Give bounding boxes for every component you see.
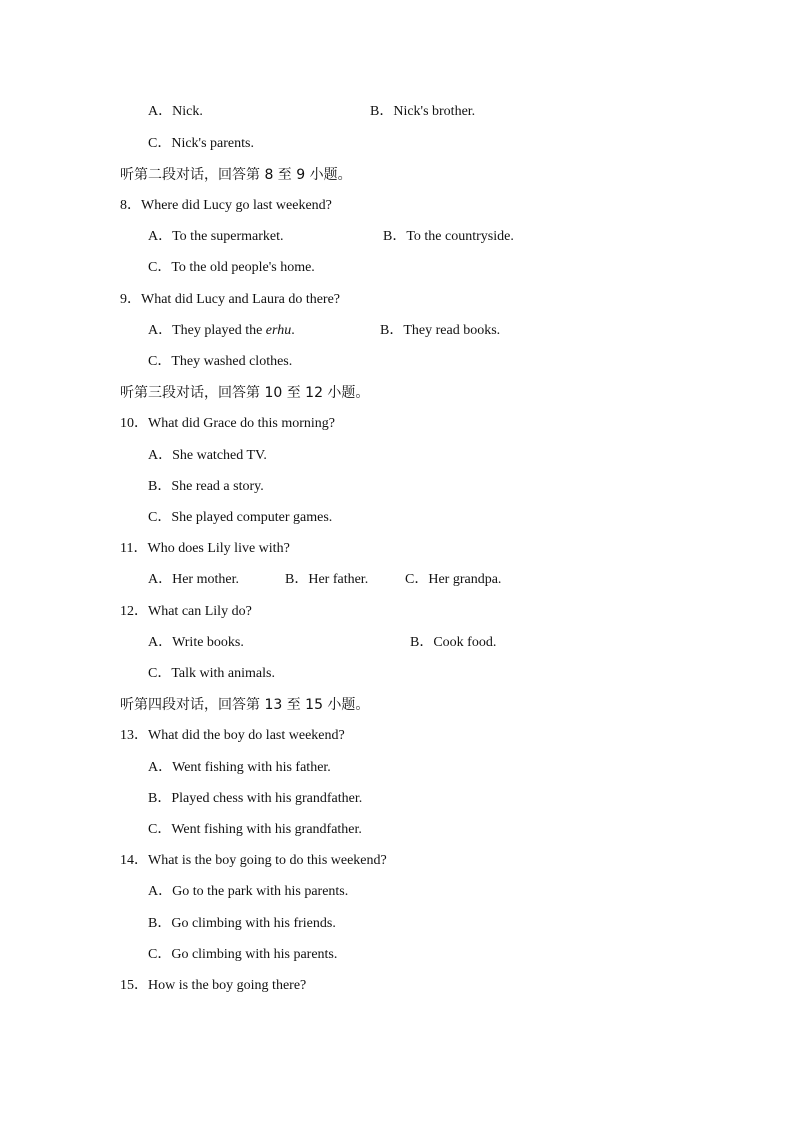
q9-option-a <box>148 322 295 340</box>
q12-option-b: B．Cook food. <box>410 635 497 650</box>
q9-option-a-prefix: A．They played the <box>148 323 266 338</box>
q8-option-b: B．To the countryside. <box>383 229 514 244</box>
q9-option-c: C．They washed clothes. <box>148 354 293 369</box>
q7-option-c: C．Nick's parents. <box>148 136 254 151</box>
q11-option-b: B．Her father. <box>285 572 369 587</box>
q10-option-c: C．She played computer games. <box>148 510 333 525</box>
q12-option-a: A．Write books. <box>148 635 244 650</box>
q10-option-a: A．She watched TV. <box>148 448 267 463</box>
q9-stem: 9．What did Lucy and Laura do there? <box>120 292 341 307</box>
section-4-heading: 听第四段对话，回答第 13 至 15 小题。 <box>120 697 370 713</box>
q10-option-b: B．She read a story. <box>148 479 264 494</box>
q11-option-a: A．Her mother. <box>148 572 239 587</box>
q12-stem: 12．What can Lily do? <box>120 604 252 619</box>
q13-option-b: B．Played chess with his grandfather. <box>148 791 363 806</box>
section-3-heading: 听第三段对话，回答第 10 至 12 小题。 <box>120 385 370 401</box>
q14-option-b: B．Go climbing with his friends. <box>148 916 336 931</box>
q14-stem: 14．What is the boy going to do this weekend? <box>120 853 387 868</box>
q15-stem: 15．How is the boy going there? <box>120 978 307 993</box>
q13-option-a: A．Went fishing with his father. <box>148 760 331 775</box>
q11-stem: 11．Who does Lily live with? <box>120 541 290 556</box>
q10-stem: 10．What did Grace do this morning? <box>120 416 336 431</box>
q8-option-a: A．To the supermarket. <box>148 229 284 244</box>
q14-option-c: C．Go climbing with his parents. <box>148 947 338 962</box>
q12-option-c: C．Talk with animals. <box>148 666 275 681</box>
q9-option-b: B．They read books. <box>380 323 501 338</box>
q9-option-a-suffix: . <box>291 323 295 338</box>
q7-option-b: B．Nick's brother. <box>370 104 476 119</box>
section-2-heading: 听第二段对话，回答第 8 至 9 小题。 <box>120 167 352 183</box>
q8-option-c: C．To the old people's home. <box>148 260 315 275</box>
q11-option-c: C．Her grandpa. <box>405 572 502 587</box>
q13-option-c: C．Went fishing with his grandfather. <box>148 822 362 837</box>
q14-option-a: A．Go to the park with his parents. <box>148 884 349 899</box>
q9-option-a-italic: erhu <box>265 323 292 338</box>
q13-stem: 13．What did the boy do last weekend? <box>120 728 345 743</box>
q7-option-a: A．Nick. <box>148 104 203 119</box>
q8-stem: 8．Where did Lucy go last weekend? <box>120 198 332 213</box>
